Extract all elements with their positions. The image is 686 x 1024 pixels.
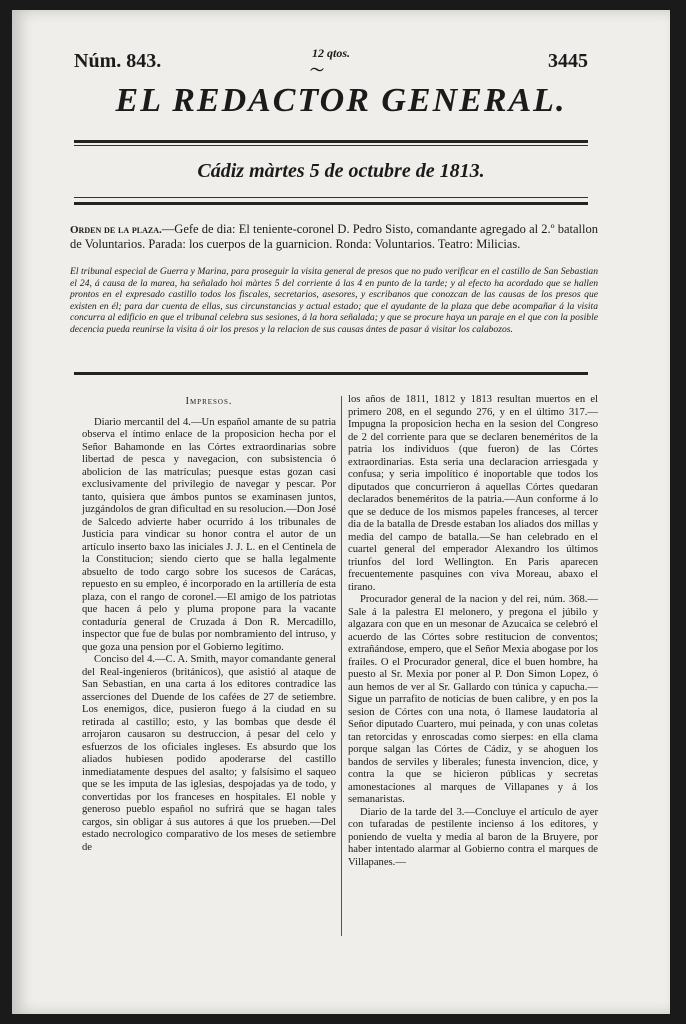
section-rule [74,372,588,375]
flourish-ornament: 〜 [310,64,324,79]
article-paragraph: Procurador general de la nacion y del rei, núm. 368.—Sale á la palestra El melonero, y pregona el júbilo y algazara con que en un mesonar de Azucaica se celebró el acuerdo de las Córtes sobre restitucion de conventos; extrañándose, empero, que el Señor Mexia abogase por los frailes. O el Procurador general, dice el buen hombre, ha puesto al Sr. Mexia por poner al P. Don Simon Lopez, ó aun hemos de ver al Sr. Gallardo con túnica y capucha.—Sigue un parrafito de noticias de buen calibre, y en pos la sesion de Córtes con una nota, ó llamese laudatoria al Señor diputado Cuartero, mui peinada, y con unas coletas tan retorcidas y enroscadas como sierpes: en ella clama porque salgan las Córtes de Cádiz, y se ahoguen los bandos de serviles y liberales; funesta invencion, dice, y contra la que se hicieron públicas y secretas amonestaciones al marques de Villapanes y á los semanaristas. [348,594,598,805]
article-paragraph: Diario mercantil del 4.—Un español amante de su patria observa el íntimo enlace de la proposicion hecha por el Señor Bahamonde en las Córtes extraordinarias sobre libertad de pesca y navegacion, con subsistencia ó abolicion de las matrículas; puesque estas gozan casi exclusivamente del privilegio de navegar y pescar. Por tanto, quisiera que ámbos puntos se examinasen juntos, juzgándolos de gran dificultad en su resolucion.—Don José de Salcedo advierte haber ocurrido á los tribunales de Justicia para vindicar su honor contra el autor de un artículo inserto baxo las iniciales J. J. L. en el Centinela de la Constitucion; siendo cierto que se halla legalmente absuelto de todo cargo sobre los sucesos de Carácas, repuesto en su empleo, é incorporado en la artillería de esta plaza, con el rango de coronel.—El amigo de los patriotas que hacen á pelo y pluma propone para la vacante contaduría general de Cruzada á Don R. Mercadillo, inspector que fue de bulas por nombramiento del intruso, y que goza una pension por el Gobierno legítimo. [82,416,336,653]
page-number: 3445 [548,50,588,72]
column-divider [341,396,342,936]
orden-text: —Gefe de dia: El teniente-coronel D. Pedro Sisto, comandante agregado al 2.º batallon de Voluntarios. Parada: los cuerpos de la guarnicion. Ronda: Voluntarios. Teatro: Milicias. [70,222,598,251]
right-column [348,394,598,869]
price: 12 qtos. [312,46,351,60]
orden-label: Orden de la plaza. [70,224,162,236]
impresos-heading: Impresos. [185,396,233,407]
newspaper-title: EL REDACTOR GENERAL. [115,82,567,119]
newspaper-page [12,10,670,1014]
dateline: Cádiz màrtes 5 de octubre de 1813. [197,160,485,182]
issue-number: Núm. 843. [74,50,162,72]
dateline-rule-thin [74,197,588,198]
tribunal-notice: El tribunal especial de Guerra y Marina, para proseguir la visita general de presos que no pudo verificar en el castillo de San Sebastian el 24, á causa de la marea, ha señalado hoi màrtes 5 del corriente á las 4 en punto de la tarde; y al efecto ha acordado que se hallen prontos en el expresado castillo todos los fiscales, secretarios, asesores, y escribanos que conozcan de las causas de los presos que existen en él; para dar cuenta de ellas, sus circunstancias y actual estado; que el ayudante de la plaza que debe acompañar á la visita concurra al edificio en que el tribunal celebra sus sesiones, á la hora señalada; y que se procure haya un paraje en el que con la posible decencia pueda reunirse la visita á oir los presos y la relacion de sus causas ántes de pasar á visitar los calabozos. [70,266,598,335]
article-paragraph: Conciso del 4.—C. A. Smith, mayor comandante general del Real-ingenieros (británicos), que asistió al ataque de San Sebastian, en una carta á los editores contradice las asserciones del Duende de los cafées de 27 de setiembre. Los enemigos, dice, pusieron fuego á la ciudad en su retirada al castillo; esto, y las bombas que desde él arrojaron causaron su destruccion, á pesar del celo y esfuerzos de los oficiales ingleses. Es absurdo que los aliados hubiesen podido apoderarse del castillo inmediatamente despues del asalto; y falsísimo el saqueo que se les imputa de las iglesias, despojadas ya de todo, y convertidas por los franceses en hospitales. El noble y generoso pueblo español no sufrirá que se hagan tales cargos, sin obligar á sus autores á que los prueben.—Del estado necrologico comparativo de los meses de setiembre de [82,654,336,853]
title-rule [74,140,588,143]
article-paragraph: Diario de la tarde del 3.—Concluye el artículo de ayer con tufaradas de pestilente incienso á los editores, y poniendo de vuelta y media al baron de la Bruyere, por haber intentado alarmar al Gobierno contra el marques de Villapanes.— [348,806,598,868]
left-column [82,396,336,854]
orden-de-la-plaza [70,222,598,251]
masthead-top-line [74,46,588,80]
article-paragraph: los años de 1811, 1812 y 1813 resultan muertos en el primero 208, en el segundo 276, y en el último 317.—Impugna la proposicion hecha en la sesion del Congreso de 2 del corriente para que se declaren beneméritos de la patria los individuos (que fueron) de las Córtes extraordinarias. Esta seria una declaracion arriesgada y confusa; y seria impolítico é inoportable que todos los diputados que concurrieron á aquellas Córtes quedaran declarados beneméritos de la patria.—Aun conforme á lo que se deduce de los mismos papeles franceses, al tercer dia de la batalla de Dresde estaban los aliados dos millas y media del campo de batalla.—Se han celebrado en el cuartel general del emperador Alexandro los últimos triunfos del lord Wellington. En Paris aparecen frecuentemente pasquines con viva Moreau, abaxo el tirano. [348,394,598,593]
title-rule-thin [74,145,588,146]
dateline-rule [74,202,588,205]
